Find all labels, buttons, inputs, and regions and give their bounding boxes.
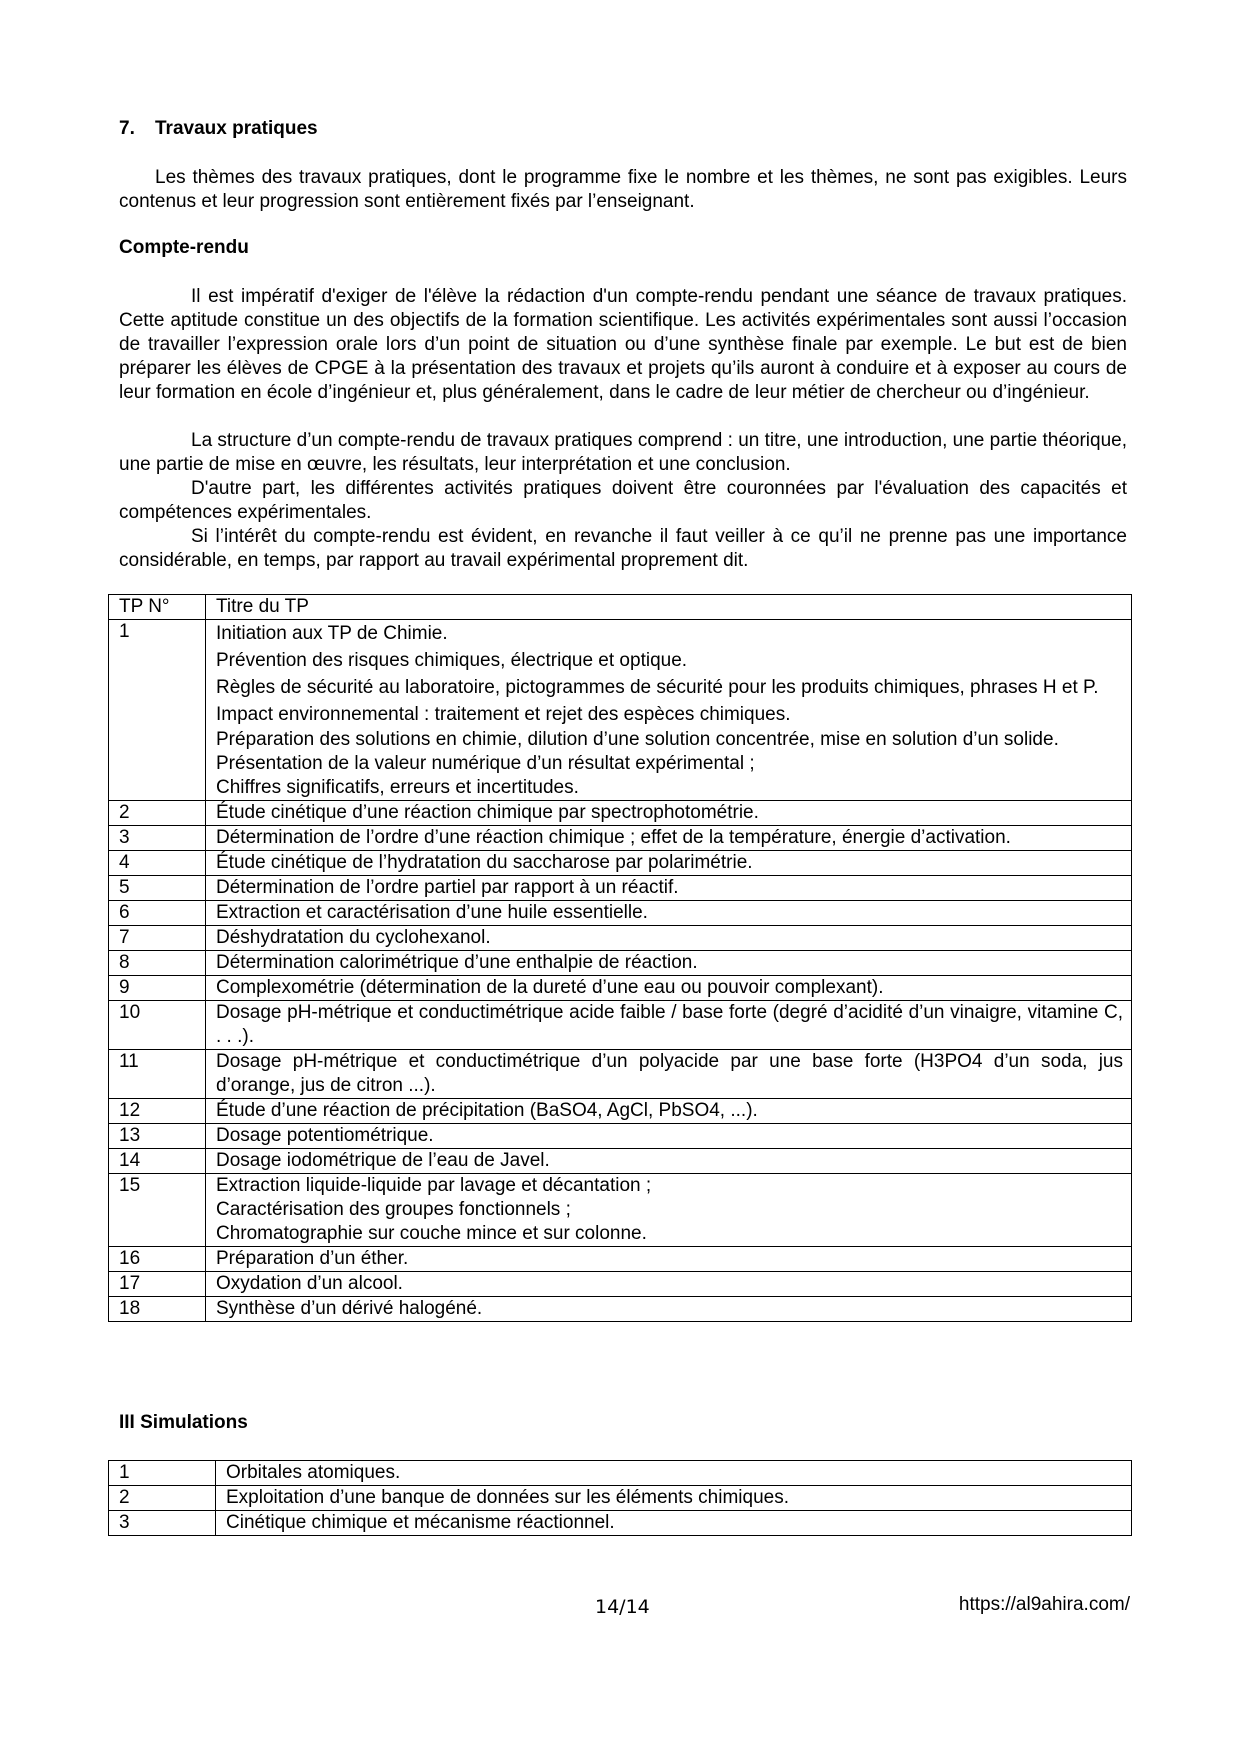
tp-number: 14	[109, 1149, 206, 1174]
table-row	[109, 876, 1132, 901]
compte-rendu-paragraph-2: La structure d’un compte-rendu de travaux pratiques comprend : un titre, une introduction, une partie théorique, une partie de mise en œuvre, les résultats, leur interprétation et une conclusion.	[119, 430, 1127, 475]
tp-title: Détermination de l’ordre d’une réaction chimique ; effet de la température, énergie d’activation.	[206, 826, 1132, 851]
tp-title: Oxydation d’un alcool.	[206, 1272, 1132, 1297]
table-header-row	[109, 595, 1132, 620]
simulation-title: Exploitation d’une banque de données sur les éléments chimiques.	[216, 1486, 1132, 1511]
tp-title: Détermination calorimétrique d’une enthalpie de réaction.	[206, 951, 1132, 976]
table-row	[109, 1124, 1132, 1149]
tp-number: 6	[109, 901, 206, 926]
section-title	[119, 118, 318, 140]
simulation-number: 2	[109, 1486, 216, 1511]
table-row	[109, 1149, 1132, 1174]
table-row	[109, 851, 1132, 876]
tp-title: Détermination de l’ordre partiel par rapport à un réactif.	[206, 876, 1132, 901]
tp-title-line: Caractérisation des groupes fonctionnels ;	[216, 1199, 571, 1220]
table-row	[109, 951, 1132, 976]
table-row	[109, 901, 1132, 926]
table-row	[109, 926, 1132, 951]
tp-number: 11	[109, 1050, 206, 1099]
compte-rendu-paragraph-4: Si l’intérêt du compte-rendu est évident, en revanche il faut veiller à ce qu’il ne prenne pas une importance considérable, en temps, par rapport au travail expérimental proprement dit.	[119, 526, 1127, 571]
table-row	[109, 1486, 1132, 1511]
simulations-heading: III Simulations	[119, 1412, 248, 1433]
tp-title: Dosage pH-métrique et conductimétrique d’un polyacide par une base forte (H3PO4 d’un soda, jus d’orange, jus de citron ...).	[206, 1050, 1132, 1099]
tp-title-line: Chiffres significatifs, erreurs et incertitudes.	[216, 777, 579, 798]
tp-title: Déshydratation du cyclohexanol.	[206, 926, 1132, 951]
compte-rendu-paragraph-1: Il est impératif d'exiger de l'élève la rédaction d'un compte-rendu pendant une séance de travaux pratiques. Cette aptitude constitue un des objectifs de la formation scientifique. Les activités expérimentales sont aussi l’occasion de travailler l’expression orale lors d’un point de situation ou d’une synthèse finale par exemple. Le but est de bien préparer les élèves de CPGE à la présentation des travaux et projets qu’ils auront à conduire et à exposer au cours de leur formation en école d’ingénieur et, plus généralement, dans le cadre de leur métier de chercheur ou d’ingénieur.	[119, 286, 1127, 403]
table-row	[109, 801, 1132, 826]
tp-number: 16	[109, 1247, 206, 1272]
tp-title: Complexométrie (détermination de la dureté d’une eau ou pouvoir complexant).	[206, 976, 1132, 1001]
intro-paragraph: Les thèmes des travaux pratiques, dont le programme fixe le nombre et les thèmes, ne sont pas exigibles. Leurs contenus et leur progression sont entièrement fixés par l’enseignant.	[119, 167, 1127, 212]
table-row	[109, 1511, 1132, 1536]
tp-title: Extraction et caractérisation d’une huile essentielle.	[206, 901, 1132, 926]
table-row	[109, 1099, 1132, 1124]
footer-url[interactable]: https://al9ahira.com/	[958, 1594, 1130, 1615]
tp-number: 5	[109, 876, 206, 901]
tp-number: 7	[109, 926, 206, 951]
header-tp-title: Titre du TP	[206, 595, 1132, 620]
tp-title: Dosage pH-métrique et conductimétrique acide faible / base forte (degré d’acidité d’un vinaigre, vitamine C, . . .).	[206, 1001, 1132, 1050]
tp-title: Étude cinétique d’une réaction chimique par spectrophotométrie.	[206, 801, 1132, 826]
compte-rendu-heading: Compte-rendu	[119, 237, 249, 258]
tp-title-line: Chromatographie sur couche mince et sur colonne.	[216, 1223, 647, 1244]
compte-rendu-paragraph-3: D'autre part, les différentes activités pratiques doivent être couronnées par l'évaluation des capacités et compétences expérimentales.	[119, 478, 1127, 523]
section-title-text: Travaux pratiques	[155, 118, 318, 139]
table-row	[109, 1272, 1132, 1297]
simulation-number: 3	[109, 1511, 216, 1536]
table-row	[109, 1050, 1132, 1099]
tp-number: 9	[109, 976, 206, 1001]
table-row	[109, 1174, 1132, 1247]
tp-number: 10	[109, 1001, 206, 1050]
tp-title: Préparation d’un éther.	[206, 1247, 1132, 1272]
simulation-title: Cinétique chimique et mécanisme réactionnel.	[216, 1511, 1132, 1536]
tp-title-line: Impact environnemental : traitement et rejet des espèces chimiques.	[216, 704, 791, 725]
tp-title: Dosage potentiométrique.	[206, 1124, 1132, 1149]
tp-table	[108, 594, 1132, 1322]
simulation-title: Orbitales atomiques.	[216, 1461, 1132, 1486]
header-tp-number: TP N°	[109, 595, 206, 620]
page-number: 14/14	[595, 1596, 650, 1618]
tp-title-line: Règles de sécurité au laboratoire, pictogrammes de sécurité pour les produits chimiques, phrases H et P.	[216, 677, 1099, 698]
tp-number: 12	[109, 1099, 206, 1124]
tp-title	[206, 1174, 1132, 1247]
simulations-table	[108, 1460, 1132, 1536]
tp-number: 2	[109, 801, 206, 826]
tp-title-line: Préparation des solutions en chimie, dilution d’une solution concentrée, mise en solution d’un solide.	[216, 729, 1059, 750]
tp-number: 18	[109, 1297, 206, 1322]
tp-title	[206, 620, 1132, 801]
tp-title: Étude cinétique de l’hydratation du saccharose par polarimétrie.	[206, 851, 1132, 876]
tp-number: 15	[109, 1174, 206, 1247]
tp-title-line: Prévention des risques chimiques, électrique et optique.	[216, 650, 688, 671]
tp-title: Synthèse d’un dérivé halogéné.	[206, 1297, 1132, 1322]
section-number: 7.	[119, 118, 135, 139]
tp-title: Dosage iodométrique de l’eau de Javel.	[206, 1149, 1132, 1174]
tp-number: 3	[109, 826, 206, 851]
simulation-number: 1	[109, 1461, 216, 1486]
table-row	[109, 1461, 1132, 1486]
table-row	[109, 1247, 1132, 1272]
table-row	[109, 1297, 1132, 1322]
tp-title-line: Présentation de la valeur numérique d’un résultat expérimental ;	[216, 753, 755, 774]
tp-number: 1	[109, 620, 206, 801]
tp-number: 17	[109, 1272, 206, 1297]
table-row	[109, 1001, 1132, 1050]
table-row	[109, 620, 1132, 801]
tp-title-line: Extraction liquide-liquide par lavage et décantation ;	[216, 1175, 652, 1196]
table-row	[109, 976, 1132, 1001]
tp-number: 13	[109, 1124, 206, 1149]
tp-number: 8	[109, 951, 206, 976]
tp-title-line: Initiation aux TP de Chimie.	[216, 623, 448, 644]
table-row	[109, 826, 1132, 851]
tp-title: Étude d’une réaction de précipitation (BaSO4, AgCl, PbSO4, ...).	[206, 1099, 1132, 1124]
tp-number: 4	[109, 851, 206, 876]
